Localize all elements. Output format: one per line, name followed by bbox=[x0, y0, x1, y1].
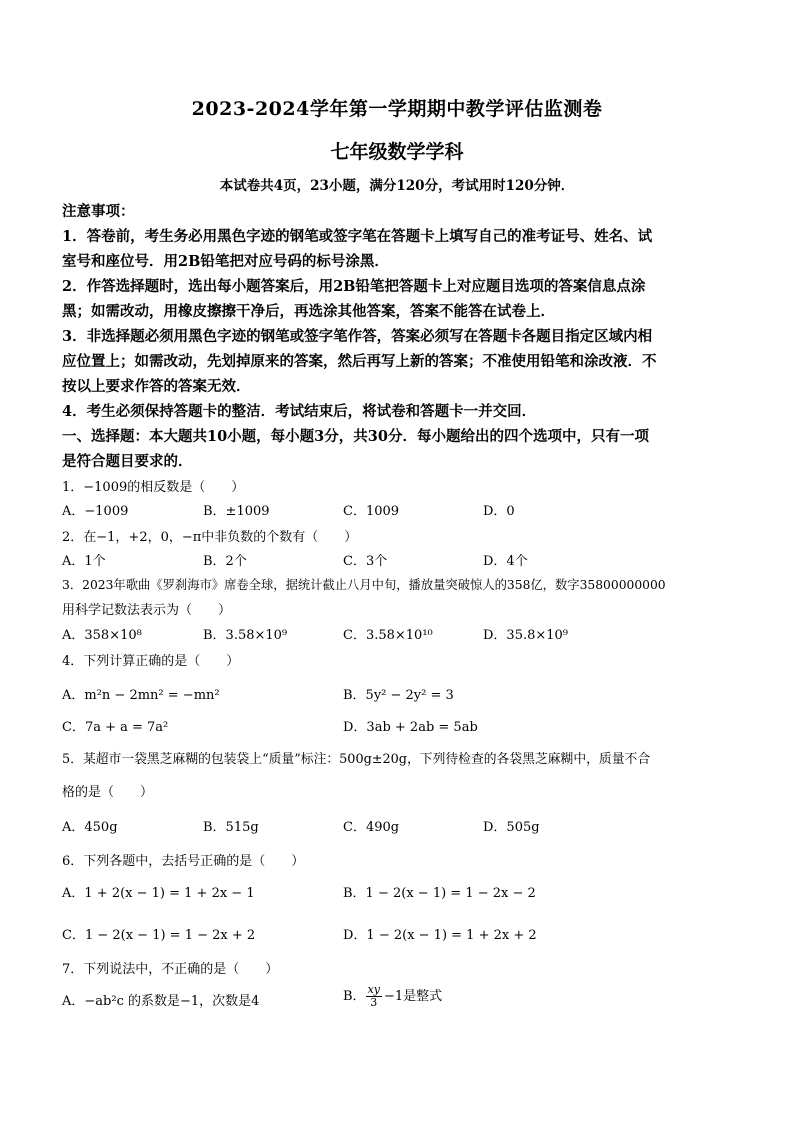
question-5-option-d: D．505g bbox=[483, 820, 540, 835]
fraction-denominator: 3 bbox=[370, 996, 378, 1009]
question-5-option-a: A．450g bbox=[62, 820, 118, 835]
section-heading: 一、选择题：本大题共10小题，每小题3分，共30分．每小题给出的四个选项中，只有一项 bbox=[62, 428, 649, 445]
notes-line: 2．作答选择题时，选出每小题答案后，用2B铅笔把答题卡上对应题目选项的答案信息点涂 bbox=[62, 278, 646, 295]
notes-line: 1．答卷前，考生务必用黑色字迹的钢笔或签字笔在答题卡上填写自己的准考证号、姓名、试 bbox=[62, 228, 653, 245]
question-5-stem: 5．某超市一袋黑芝麻糊的包装袋上“质量”标注：500g±20g，下列待检查的各袋黑芝麻糊中，质量不合 bbox=[62, 752, 651, 767]
question-4-stem: 4．下列计算正确的是（ ） bbox=[62, 654, 240, 669]
question-1-option-d: D．0 bbox=[483, 504, 515, 519]
question-4-option-a: A．m²n − 2mn² = −mn² bbox=[62, 688, 220, 703]
question-7-stem: 7．下列说法中，不正确的是（ ） bbox=[62, 962, 279, 977]
question-4-option-b: B．5y² − 2y² = 3 bbox=[343, 688, 454, 703]
section-heading: 是符合题目要求的． bbox=[62, 453, 193, 470]
notes-line: 3．非选择题必须用黑色字迹的钢笔或签字笔作答，答案必须写在答题卡各题目指定区域内相 bbox=[62, 328, 653, 345]
question-1-stem: 1．−1009的相反数是（ ） bbox=[62, 480, 245, 495]
question-3-option-b: B．3.58×10⁹ bbox=[203, 628, 288, 643]
notes-line: 室号和座位号．用2B铅笔把对应号码的标号涂黑． bbox=[62, 253, 389, 270]
question-5-option-b: B．515g bbox=[203, 820, 259, 835]
question-6-option-d: D．1 − 2(x − 1) = 1 + 2x + 2 bbox=[343, 928, 537, 943]
question-3-stem: 3．2023年歌曲《罗刹海市》席卷全球，据统计截止八月中旬，播放量突破惊人的358亿，数字35800000000 bbox=[62, 578, 666, 592]
notes-line: 应位置上；如需改动，先划掉原来的答案，然后再写上新的答案；不准使用铅笔和涂改液．不 bbox=[62, 353, 657, 370]
question-2-option-b: B．2个 bbox=[203, 554, 247, 569]
question-4-option-d: D．3ab + 2ab = 5ab bbox=[343, 720, 478, 735]
question-6-option-a: A．1 + 2(x − 1) = 1 + 2x − 1 bbox=[62, 886, 255, 901]
question-7-option-b-label: B． bbox=[343, 989, 366, 1004]
question-6-option-b: B．1 − 2(x − 1) = 1 − 2x − 2 bbox=[343, 886, 536, 901]
question-7-option-b bbox=[343, 984, 442, 1009]
question-3-option-c: C．3.58×10¹⁰ bbox=[343, 628, 433, 643]
fraction bbox=[366, 984, 382, 1009]
question-3-option-a: A．358×10⁸ bbox=[62, 628, 142, 643]
question-4-option-c: C．7a + a = 7a² bbox=[62, 720, 169, 735]
notes-line: 黑；如需改动，用橡皮擦擦干净后，再选涂其他答案，答案不能答在试卷上． bbox=[62, 303, 555, 320]
question-1-option-b: B．±1009 bbox=[203, 504, 270, 519]
question-3-option-d: D．35.8×10⁹ bbox=[483, 628, 569, 643]
question-7-option-b-text: −1是整式 bbox=[383, 989, 443, 1004]
question-6-option-c: C．1 − 2(x − 1) = 1 − 2x + 2 bbox=[62, 928, 256, 943]
question-1-option-a: A．−1009 bbox=[62, 504, 129, 519]
question-5-stem-cont: 格的是（ ） bbox=[62, 785, 154, 800]
question-7-option-a: A．−ab²c 的系数是−1，次数是4 bbox=[62, 994, 260, 1009]
question-1-option-c: C．1009 bbox=[343, 504, 400, 519]
question-6-stem: 6．下列各题中，去括号正确的是（ ） bbox=[62, 854, 305, 869]
question-3-stem-cont: 用科学记数法表示为（ ） bbox=[62, 603, 232, 618]
notes-line: 4．考生必须保持答题卡的整洁．考试结束后，将试卷和答题卡一并交回． bbox=[62, 403, 537, 420]
question-2-option-c: C．3个 bbox=[343, 554, 388, 569]
fraction-numerator: xy bbox=[367, 983, 380, 996]
question-2-option-a: A．1个 bbox=[62, 554, 106, 569]
notes-line: 按以上要求作答的答案无效． bbox=[62, 378, 251, 395]
exam-title: 2023-2024学年第一学期期中教学评估监测卷 bbox=[191, 98, 603, 120]
question-2-stem: 2．在−1，+2，0，−π中非负数的个数有（ ） bbox=[62, 530, 358, 545]
exam-subtitle: 七年级数学学科 bbox=[330, 141, 464, 163]
exam-info: 本试卷共4页，23小题，满分120分，考试用时120分钟． bbox=[219, 178, 575, 194]
question-5-option-c: C．490g bbox=[343, 820, 400, 835]
notes-heading: 注意事项： bbox=[62, 203, 135, 220]
question-2-option-d: D．4个 bbox=[483, 554, 528, 569]
